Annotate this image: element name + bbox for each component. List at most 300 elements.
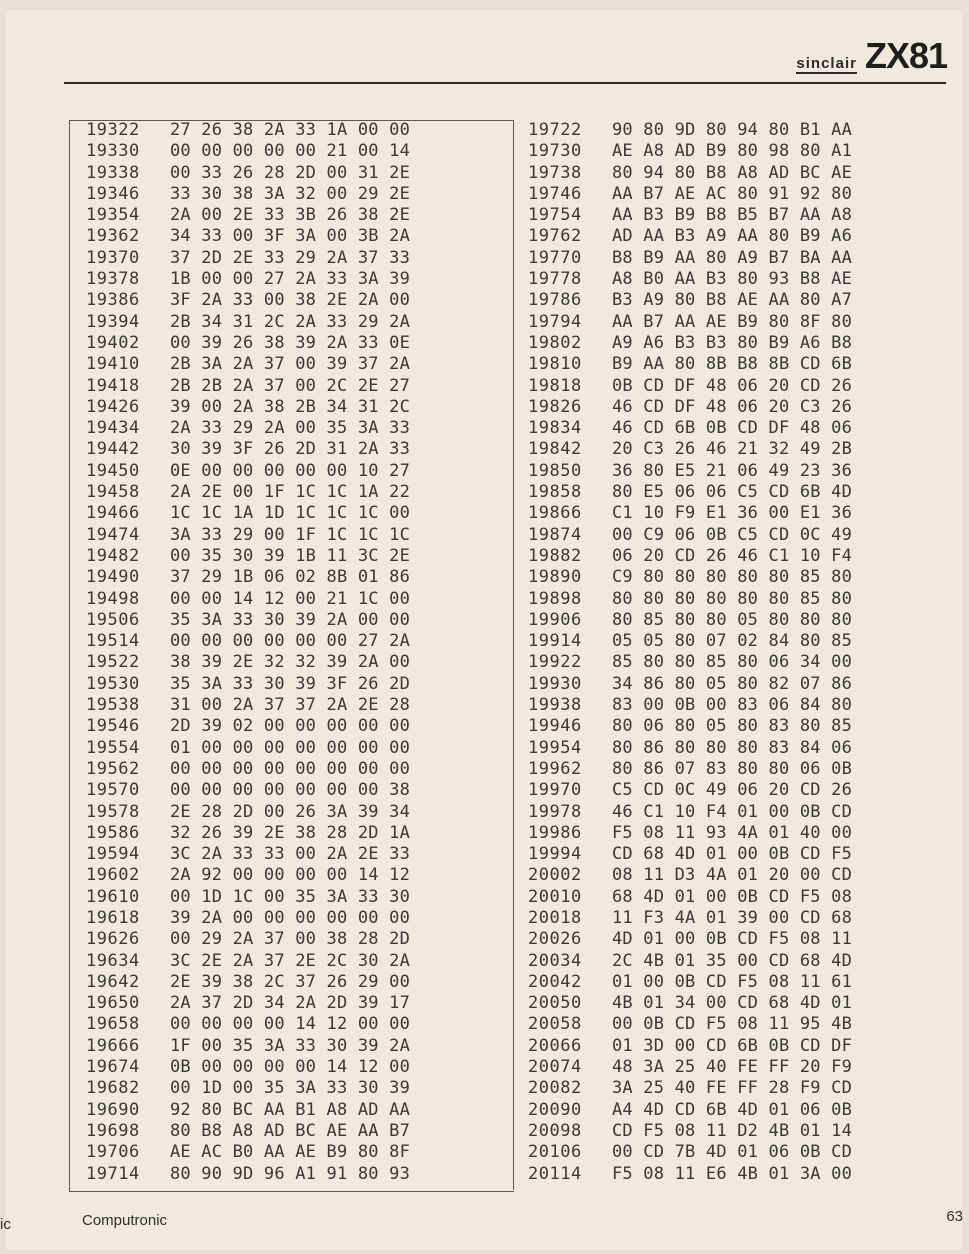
row-bytes: 20 C3 26 46 21 32 49 2B xyxy=(612,439,853,460)
row-address: 19674 xyxy=(86,1057,140,1078)
row-address: 19354 xyxy=(86,205,140,226)
listing-row xyxy=(528,972,852,993)
row-bytes: 2A 37 2D 34 2A 2D 39 17 xyxy=(170,993,411,1014)
row-address: 19538 xyxy=(86,695,140,716)
row-address: 19450 xyxy=(86,460,140,481)
row-bytes: 46 C1 10 F4 01 00 0B CD xyxy=(612,801,853,822)
row-bytes: AE A8 AD B9 80 98 80 A1 xyxy=(612,141,853,162)
listing-row xyxy=(528,184,852,205)
row-address: 19874 xyxy=(528,524,582,545)
listing-row xyxy=(528,354,852,375)
row-address: 19914 xyxy=(528,631,582,652)
listing-row xyxy=(86,439,410,460)
listing-row xyxy=(86,1142,410,1163)
row-bytes: 00 00 00 00 00 00 00 00 xyxy=(170,758,411,779)
listing-row xyxy=(528,738,852,759)
listing-row xyxy=(86,1164,410,1185)
row-address: 19418 xyxy=(86,375,140,396)
listing-row xyxy=(86,844,410,865)
listing-row xyxy=(528,503,852,524)
row-address: 19770 xyxy=(528,247,582,268)
row-bytes: 00 33 26 28 2D 00 31 2E xyxy=(170,162,411,183)
listing-row xyxy=(86,759,410,780)
row-bytes: 37 2D 2E 33 29 2A 37 33 xyxy=(170,247,411,268)
row-bytes: 4B 01 34 00 CD 68 4D 01 xyxy=(612,993,853,1014)
row-bytes: 1F 00 35 3A 33 30 39 2A xyxy=(170,1035,411,1056)
listing-row xyxy=(86,163,410,184)
listing-row xyxy=(86,972,410,993)
listing-row xyxy=(86,652,410,673)
row-address: 20018 xyxy=(528,907,582,928)
listing-row xyxy=(86,951,410,972)
row-address: 19842 xyxy=(528,439,582,460)
left-hex-listing xyxy=(86,120,410,1185)
row-address: 19746 xyxy=(528,183,582,204)
row-bytes: 2B 2B 2A 37 00 2C 2E 27 xyxy=(170,375,411,396)
row-bytes: 00 00 00 00 00 21 00 14 xyxy=(170,141,411,162)
row-bytes: 39 00 2A 38 2B 34 31 2C xyxy=(170,396,411,417)
row-bytes: 0B 00 00 00 00 14 12 00 xyxy=(170,1057,411,1078)
row-address: 19722 xyxy=(528,120,582,140)
row-address: 19546 xyxy=(86,716,140,737)
listing-row xyxy=(528,1100,852,1121)
row-address: 19690 xyxy=(86,1099,140,1120)
listing-row xyxy=(528,397,852,418)
row-bytes: 46 CD DF 48 06 20 C3 26 xyxy=(612,396,853,417)
row-bytes: 80 90 9D 96 A1 91 80 93 xyxy=(170,1163,411,1184)
row-bytes: 30 39 3F 26 2D 31 2A 33 xyxy=(170,439,411,460)
row-address: 19434 xyxy=(86,418,140,439)
row-bytes: 80 85 80 80 05 80 80 80 xyxy=(612,609,853,630)
listing-row xyxy=(86,610,410,631)
listing-row xyxy=(86,1100,410,1121)
row-bytes: CD F5 08 11 D2 4B 01 14 xyxy=(612,1120,853,1141)
row-bytes: A9 A6 B3 B3 80 B9 A6 B8 xyxy=(612,332,853,353)
row-bytes: 00 1D 1C 00 35 3A 33 30 xyxy=(170,886,411,907)
listing-row xyxy=(86,780,410,801)
row-bytes: 33 30 38 3A 32 00 29 2E xyxy=(170,183,411,204)
listing-row xyxy=(86,802,410,823)
listing-row xyxy=(86,908,410,929)
row-bytes: 3C 2A 33 33 00 2A 2E 33 xyxy=(170,844,411,865)
row-address: 19906 xyxy=(528,609,582,630)
row-address: 20114 xyxy=(528,1163,582,1184)
listing-row xyxy=(86,1078,410,1099)
row-bytes: AE AC B0 AA AE B9 80 8F xyxy=(170,1142,411,1163)
row-address: 19370 xyxy=(86,247,140,268)
row-bytes: 11 F3 4A 01 39 00 CD 68 xyxy=(612,907,853,928)
listing-row xyxy=(528,226,852,247)
row-address: 19946 xyxy=(528,716,582,737)
listing-row xyxy=(86,184,410,205)
row-bytes: 00 35 30 39 1B 11 3C 2E xyxy=(170,545,411,566)
listing-row xyxy=(86,1057,410,1078)
row-bytes: 83 00 0B 00 83 06 84 80 xyxy=(612,695,853,716)
listing-row xyxy=(528,652,852,673)
row-address: 19922 xyxy=(528,652,582,673)
row-address: 19338 xyxy=(86,162,140,183)
listing-row xyxy=(528,120,852,141)
row-bytes: 34 33 00 3F 3A 00 3B 2A xyxy=(170,226,411,247)
row-bytes: B8 B9 AA 80 A9 B7 BA AA xyxy=(612,247,853,268)
row-bytes: A8 B0 AA B3 80 93 B8 AE xyxy=(612,269,853,290)
row-address: 19618 xyxy=(86,907,140,928)
row-address: 20026 xyxy=(528,929,582,950)
listing-row xyxy=(86,120,410,141)
row-bytes: 1C 1C 1A 1D 1C 1C 1C 00 xyxy=(170,503,411,524)
row-address: 19602 xyxy=(86,865,140,886)
listing-row xyxy=(86,1121,410,1142)
row-bytes: 34 86 80 05 80 82 07 86 xyxy=(612,673,853,694)
listing-row xyxy=(528,333,852,354)
row-bytes: 3A 25 40 FE FF 28 F9 CD xyxy=(612,1078,853,1099)
row-address: 19610 xyxy=(86,886,140,907)
row-bytes: 80 B8 A8 AD BC AE AA B7 xyxy=(170,1120,411,1141)
row-bytes: 90 80 9D 80 94 80 B1 AA xyxy=(612,120,853,140)
row-address: 19882 xyxy=(528,545,582,566)
listing-row xyxy=(528,163,852,184)
listing-row xyxy=(86,546,410,567)
listing-row xyxy=(528,290,852,311)
row-bytes: C5 CD 0C 49 06 20 CD 26 xyxy=(612,780,853,801)
row-bytes: 08 11 D3 4A 01 20 00 CD xyxy=(612,865,853,886)
row-bytes: 35 3A 33 30 39 3F 26 2D xyxy=(170,673,411,694)
listing-row xyxy=(528,546,852,567)
row-bytes: 3C 2E 2A 37 2E 2C 30 2A xyxy=(170,950,411,971)
row-address: 19642 xyxy=(86,971,140,992)
listing-row xyxy=(528,248,852,269)
row-address: 19378 xyxy=(86,269,140,290)
footer-publisher: Computronic xyxy=(82,1212,168,1229)
row-bytes: AD AA B3 A9 AA 80 B9 A6 xyxy=(612,226,853,247)
row-bytes: 80 94 80 B8 A8 AD BC AE xyxy=(612,162,853,183)
row-address: 19466 xyxy=(86,503,140,524)
row-bytes: 1B 00 00 27 2A 33 3A 39 xyxy=(170,269,411,290)
listing-row xyxy=(528,589,852,610)
row-bytes: 01 00 0B CD F5 08 11 61 xyxy=(612,971,853,992)
row-address: 19666 xyxy=(86,1035,140,1056)
row-address: 19362 xyxy=(86,226,140,247)
listing-row xyxy=(528,802,852,823)
row-bytes: 68 4D 01 00 0B CD F5 08 xyxy=(612,886,853,907)
listing-row xyxy=(528,929,852,950)
row-bytes: B9 AA 80 8B B8 8B CD 6B xyxy=(612,354,853,375)
row-address: 19826 xyxy=(528,396,582,417)
row-address: 19730 xyxy=(528,141,582,162)
listing-row xyxy=(86,397,410,418)
row-bytes: 01 3D 00 CD 6B 0B CD DF xyxy=(612,1035,853,1056)
row-address: 19346 xyxy=(86,183,140,204)
row-address: 19866 xyxy=(528,503,582,524)
row-bytes: C1 10 F9 E1 36 00 E1 36 xyxy=(612,503,853,524)
row-address: 19634 xyxy=(86,950,140,971)
row-bytes: 2C 4B 01 35 00 CD 68 4D xyxy=(612,950,853,971)
listing-row xyxy=(528,865,852,886)
row-address: 20106 xyxy=(528,1142,582,1163)
listing-row xyxy=(528,312,852,333)
listing-row xyxy=(528,141,852,162)
row-address: 19410 xyxy=(86,354,140,375)
row-address: 19426 xyxy=(86,396,140,417)
listing-row xyxy=(528,610,852,631)
row-address: 20066 xyxy=(528,1035,582,1056)
row-bytes: CD 68 4D 01 00 0B CD F5 xyxy=(612,844,853,865)
listing-row xyxy=(528,887,852,908)
row-bytes: 3A 33 29 00 1F 1C 1C 1C xyxy=(170,524,411,545)
row-address: 19330 xyxy=(86,141,140,162)
row-address: 20090 xyxy=(528,1099,582,1120)
row-address: 19658 xyxy=(86,1014,140,1035)
row-address: 19522 xyxy=(86,652,140,673)
page-number: 63 xyxy=(946,1208,963,1225)
row-address: 20034 xyxy=(528,950,582,971)
row-address: 19442 xyxy=(86,439,140,460)
row-address: 19794 xyxy=(528,311,582,332)
row-address: 20098 xyxy=(528,1120,582,1141)
row-address: 19514 xyxy=(86,631,140,652)
listing-row xyxy=(86,376,410,397)
brand-sinclair: sinclair xyxy=(796,55,857,72)
row-bytes: 27 26 38 2A 33 1A 00 00 xyxy=(170,120,411,140)
listing-row xyxy=(86,674,410,695)
row-bytes: 00 CD 7B 4D 01 06 0B CD xyxy=(612,1142,853,1163)
row-address: 19834 xyxy=(528,418,582,439)
row-address: 19490 xyxy=(86,567,140,588)
row-bytes: 36 80 E5 21 06 49 23 36 xyxy=(612,460,853,481)
row-bytes: 80 86 07 83 80 80 06 0B xyxy=(612,758,853,779)
listing-row xyxy=(86,525,410,546)
row-bytes: A4 4D CD 6B 4D 01 06 0B xyxy=(612,1099,853,1120)
row-bytes: 00 00 00 00 14 12 00 00 xyxy=(170,1014,411,1035)
row-bytes: 2A 00 2E 33 3B 26 38 2E xyxy=(170,205,411,226)
listing-row xyxy=(528,951,852,972)
row-address: 19778 xyxy=(528,269,582,290)
row-address: 19554 xyxy=(86,737,140,758)
row-address: 19938 xyxy=(528,695,582,716)
row-bytes: 06 20 CD 26 46 C1 10 F4 xyxy=(612,545,853,566)
right-hex-listing xyxy=(528,120,852,1185)
row-address: 20050 xyxy=(528,993,582,1014)
row-address: 19978 xyxy=(528,801,582,822)
row-bytes: C9 80 80 80 80 80 85 80 xyxy=(612,567,853,588)
row-address: 19890 xyxy=(528,567,582,588)
row-bytes: 2E 39 38 2C 37 26 29 00 xyxy=(170,971,411,992)
row-address: 20082 xyxy=(528,1078,582,1099)
row-bytes: 32 26 39 2E 38 28 2D 1A xyxy=(170,822,411,843)
row-bytes: 46 CD 6B 0B CD DF 48 06 xyxy=(612,418,853,439)
listing-row xyxy=(86,1036,410,1057)
row-address: 19698 xyxy=(86,1120,140,1141)
row-address: 19482 xyxy=(86,545,140,566)
listing-row xyxy=(86,248,410,269)
listing-row xyxy=(528,695,852,716)
listing-row xyxy=(86,716,410,737)
row-bytes: 35 3A 33 30 39 2A 00 00 xyxy=(170,609,411,630)
listing-row xyxy=(528,376,852,397)
listing-row xyxy=(528,205,852,226)
row-address: 19682 xyxy=(86,1078,140,1099)
footer-edge-text: ic xyxy=(0,1216,11,1233)
row-bytes: 2B 3A 2A 37 00 39 37 2A xyxy=(170,354,411,375)
row-bytes: 4D 01 00 0B CD F5 08 11 xyxy=(612,929,853,950)
row-address: 19738 xyxy=(528,162,582,183)
row-address: 20058 xyxy=(528,1014,582,1035)
row-bytes: F5 08 11 E6 4B 01 3A 00 xyxy=(612,1163,853,1184)
row-address: 19570 xyxy=(86,780,140,801)
row-bytes: 00 C9 06 0B C5 CD 0C 49 xyxy=(612,524,853,545)
row-address: 19762 xyxy=(528,226,582,247)
listing-row xyxy=(86,290,410,311)
listing-row xyxy=(528,908,852,929)
row-address: 19962 xyxy=(528,758,582,779)
row-bytes: 3F 2A 33 00 38 2E 2A 00 xyxy=(170,290,411,311)
row-address: 19898 xyxy=(528,588,582,609)
row-address: 19954 xyxy=(528,737,582,758)
row-bytes: 0E 00 00 00 00 00 10 27 xyxy=(170,460,411,481)
row-bytes: 05 05 80 07 02 84 80 85 xyxy=(612,631,853,652)
row-bytes: 00 00 00 00 00 00 27 2A xyxy=(170,631,411,652)
row-address: 19970 xyxy=(528,780,582,801)
listing-row xyxy=(528,1142,852,1163)
row-address: 19714 xyxy=(86,1163,140,1184)
row-address: 19754 xyxy=(528,205,582,226)
listing-row xyxy=(86,567,410,588)
row-address: 19810 xyxy=(528,354,582,375)
brand-zx81: ZX81 xyxy=(864,35,947,76)
row-bytes: 38 39 2E 32 32 39 2A 00 xyxy=(170,652,411,673)
row-address: 19402 xyxy=(86,332,140,353)
listing-row xyxy=(86,589,410,610)
row-bytes: 00 00 14 12 00 21 1C 00 xyxy=(170,588,411,609)
listing-row xyxy=(528,1121,852,1142)
listing-row xyxy=(86,695,410,716)
row-bytes: 00 29 2A 37 00 38 28 2D xyxy=(170,929,411,950)
row-bytes: 80 E5 06 06 C5 CD 6B 4D xyxy=(612,482,853,503)
row-bytes: 48 3A 25 40 FE FF 20 F9 xyxy=(612,1057,853,1078)
row-bytes: AA B7 AA AE B9 80 8F 80 xyxy=(612,311,853,332)
listing-row xyxy=(86,205,410,226)
listing-row xyxy=(528,993,852,1014)
row-address: 19650 xyxy=(86,993,140,1014)
row-address: 19594 xyxy=(86,844,140,865)
listing-row xyxy=(86,631,410,652)
brand-logo xyxy=(796,35,947,76)
row-address: 19858 xyxy=(528,482,582,503)
row-address: 19626 xyxy=(86,929,140,950)
row-bytes: F5 08 11 93 4A 01 40 00 xyxy=(612,822,853,843)
listing-row xyxy=(528,1078,852,1099)
row-bytes: 00 39 26 38 39 2A 33 0E xyxy=(170,332,411,353)
listing-row xyxy=(528,482,852,503)
listing-row xyxy=(528,525,852,546)
listing-row xyxy=(528,716,852,737)
header-rule xyxy=(64,82,946,84)
row-address: 19786 xyxy=(528,290,582,311)
row-address: 19586 xyxy=(86,822,140,843)
listing-row xyxy=(528,461,852,482)
row-bytes: 85 80 80 85 80 06 34 00 xyxy=(612,652,853,673)
listing-row xyxy=(528,674,852,695)
row-address: 19986 xyxy=(528,822,582,843)
row-address: 19818 xyxy=(528,375,582,396)
row-address: 20042 xyxy=(528,971,582,992)
listing-row xyxy=(528,418,852,439)
listing-row xyxy=(528,1164,852,1185)
listing-row xyxy=(86,333,410,354)
listing-row xyxy=(86,482,410,503)
listing-row xyxy=(528,269,852,290)
row-address: 19394 xyxy=(86,311,140,332)
row-bytes: 2E 28 2D 00 26 3A 39 34 xyxy=(170,801,411,822)
row-address: 19930 xyxy=(528,673,582,694)
row-bytes: 2A 92 00 00 00 00 14 12 xyxy=(170,865,411,886)
listing-row xyxy=(86,929,410,950)
listing-row xyxy=(86,993,410,1014)
listing-row xyxy=(528,780,852,801)
row-bytes: 2A 2E 00 1F 1C 1C 1A 22 xyxy=(170,482,411,503)
row-address: 20074 xyxy=(528,1057,582,1078)
row-address: 19706 xyxy=(86,1142,140,1163)
row-address: 19850 xyxy=(528,460,582,481)
listing-row xyxy=(86,354,410,375)
row-bytes: 2B 34 31 2C 2A 33 29 2A xyxy=(170,311,411,332)
row-bytes: 01 00 00 00 00 00 00 00 xyxy=(170,737,411,758)
listing-row xyxy=(528,439,852,460)
row-address: 20010 xyxy=(528,886,582,907)
row-bytes: 80 86 80 80 80 83 84 06 xyxy=(612,737,853,758)
listing-row xyxy=(528,631,852,652)
listing-row xyxy=(86,141,410,162)
row-address: 20002 xyxy=(528,865,582,886)
listing-row xyxy=(528,759,852,780)
listing-row xyxy=(86,823,410,844)
row-bytes: 2D 39 02 00 00 00 00 00 xyxy=(170,716,411,737)
row-bytes: AA B3 B9 B8 B5 B7 AA A8 xyxy=(612,205,853,226)
listing-row xyxy=(86,312,410,333)
listing-row xyxy=(86,865,410,886)
listing-row xyxy=(528,1057,852,1078)
listing-row xyxy=(528,844,852,865)
row-address: 19474 xyxy=(86,524,140,545)
row-address: 19386 xyxy=(86,290,140,311)
listing-row xyxy=(528,823,852,844)
row-bytes: AA B7 AE AC 80 91 92 80 xyxy=(612,183,853,204)
row-bytes: 0B CD DF 48 06 20 CD 26 xyxy=(612,375,853,396)
row-address: 19498 xyxy=(86,588,140,609)
row-bytes: B3 A9 80 B8 AE AA 80 A7 xyxy=(612,290,853,311)
listing-row xyxy=(86,503,410,524)
row-address: 19578 xyxy=(86,801,140,822)
listing-row xyxy=(86,418,410,439)
row-bytes: 00 00 00 00 00 00 00 38 xyxy=(170,780,411,801)
listing-row xyxy=(86,226,410,247)
listing-row xyxy=(86,461,410,482)
row-bytes: 39 2A 00 00 00 00 00 00 xyxy=(170,907,411,928)
row-address: 19802 xyxy=(528,332,582,353)
listing-row xyxy=(528,1036,852,1057)
listing-row xyxy=(86,738,410,759)
listing-row xyxy=(86,887,410,908)
row-address: 19562 xyxy=(86,758,140,779)
row-bytes: 80 06 80 05 80 83 80 85 xyxy=(612,716,853,737)
row-bytes: 31 00 2A 37 37 2A 2E 28 xyxy=(170,695,411,716)
row-bytes: 00 1D 00 35 3A 33 30 39 xyxy=(170,1078,411,1099)
row-address: 19530 xyxy=(86,673,140,694)
row-address: 19458 xyxy=(86,482,140,503)
row-address: 19506 xyxy=(86,609,140,630)
listing-row xyxy=(86,1014,410,1035)
row-bytes: 80 80 80 80 80 80 85 80 xyxy=(612,588,853,609)
